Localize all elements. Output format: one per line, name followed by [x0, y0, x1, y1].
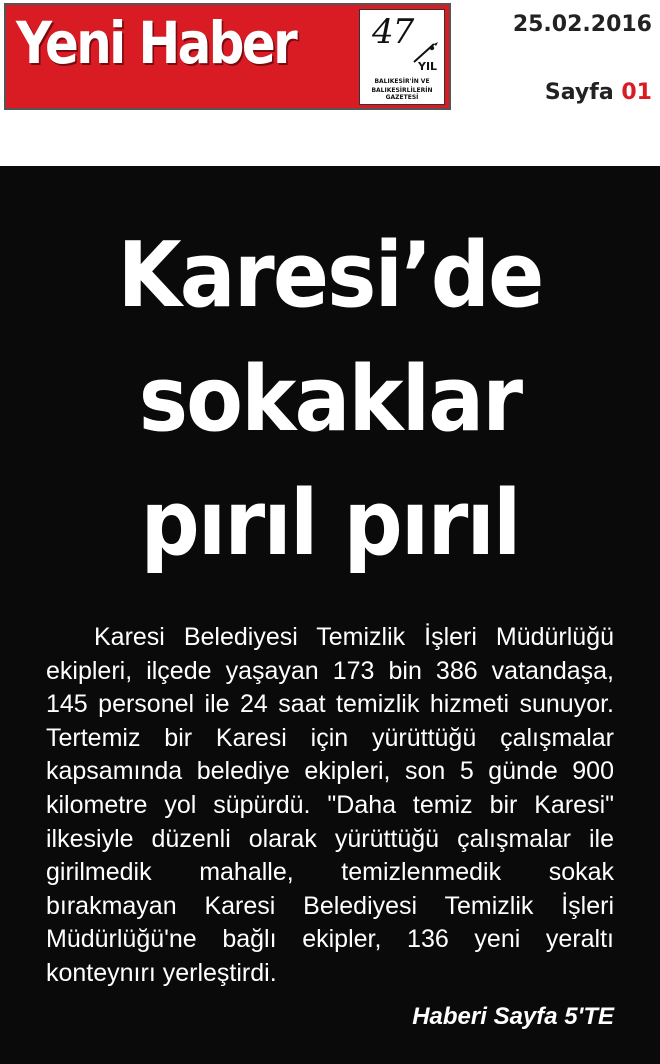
headline-line-3: pırıl pırıl [140, 471, 520, 576]
page-reference [545, 80, 652, 105]
page-label: Sayfa [544, 80, 614, 105]
headline-line-2: sokaklar [138, 347, 522, 452]
anniversary-number: 47 [372, 12, 414, 52]
tagline-line-2: BALIKESİRLİLERİN GAZETESİ [371, 87, 433, 101]
masthead-logo [4, 3, 451, 110]
article-body-text: Karesi Belediyesi Temizlik İşleri Müdürlüğü ekipleri, ilçede yaşayan 173 bin 386 vatandaşa, 145 personel ile 24 saat temizlik hizmeti sunuyor. Tertemiz bir Karesi için yürüttüğü çalışmalar kapsamında belediye ekipleri, son 5 günde 900 kilometre yol süpürdü. "Daha temiz bir Karesi" ilkesiyle düzenli olarak yürüttüğü çalışmalar ile girilmedik mahalle, temizlenmedik sokak bırakmayan Karesi Belediyesi Temizlik İşleri Müdürlüğü'ne bağlı ekipler, 136 yeni yeraltı konteynırı yerleştirdi. [46, 623, 614, 987]
article-body [46, 621, 614, 991]
anniversary-suffix: YIL [418, 60, 438, 73]
page-number: 01 [621, 80, 652, 105]
continuation-link[interactable]: Haberi Sayfa 5'TE [412, 1003, 614, 1030]
issue-date: 25.02.2016 [512, 12, 652, 37]
tagline-line-1: BALIKESİR'İN VE [374, 78, 430, 85]
headline [0, 214, 660, 586]
headline-line-1: Karesi’de [117, 223, 543, 328]
article-block [0, 166, 660, 1064]
anniversary-badge [359, 9, 445, 105]
newspaper-name: Yeni Haber [16, 9, 296, 77]
